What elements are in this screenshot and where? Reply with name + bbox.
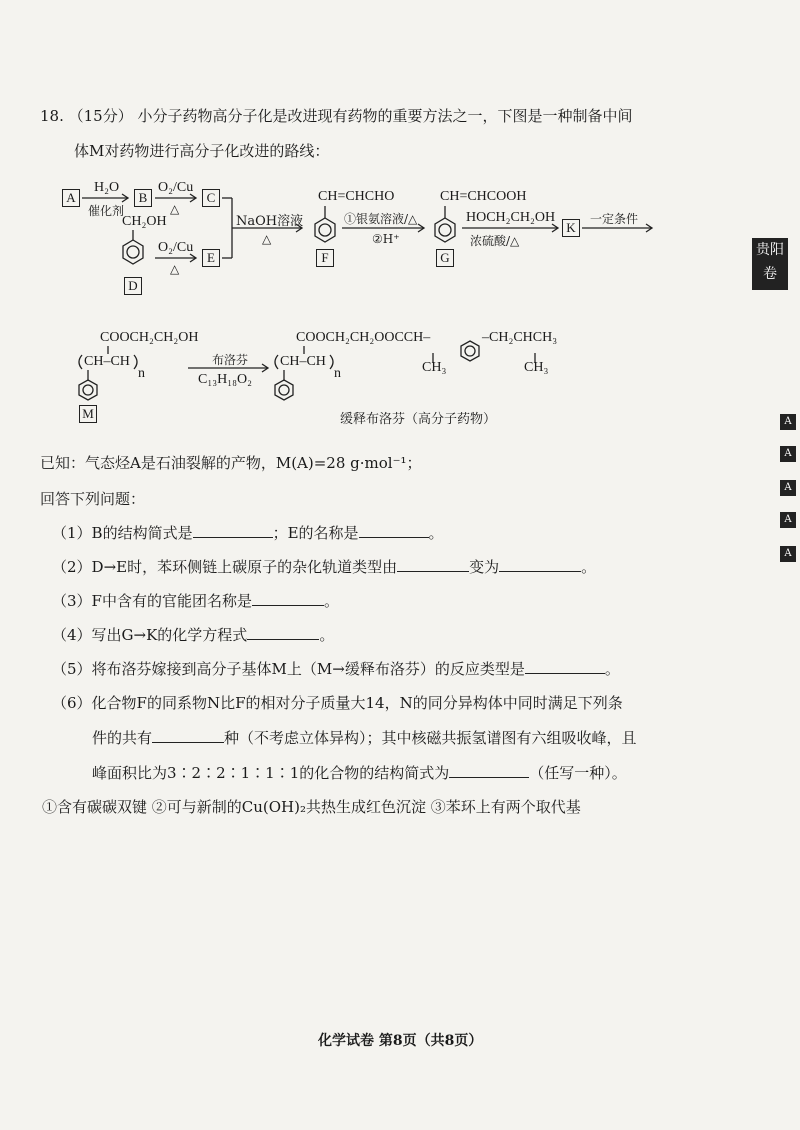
answer-blank[interactable] — [247, 625, 319, 640]
answer-prompt: 回答下列问题： — [40, 490, 146, 508]
edge-mark: A — [780, 480, 796, 496]
product-subscript-n: n — [334, 366, 341, 381]
subquestion-1: （1）B的结构简式是 ；E的名称是 。 — [52, 524, 444, 542]
k-condition: 一定条件 — [590, 212, 639, 226]
compound-m-box: M — [79, 405, 97, 423]
product-caption: 缓释布洛芬（高分子药物） — [340, 412, 497, 427]
compound-a-box: A — [62, 189, 80, 207]
question-intro-line2: 体M对药物进行高分子化改进的路线： — [74, 142, 330, 160]
product-side-chain: COOCH₂CH₂OOCCH– — [296, 330, 431, 345]
m-side-chain: COOCH₂CH₂OH — [100, 330, 199, 345]
answer-blank[interactable] — [499, 557, 581, 572]
answer-blank[interactable] — [525, 659, 605, 674]
answer-blank[interactable] — [359, 523, 429, 538]
de-reagent: O₂/Cu — [158, 240, 194, 255]
edge-mark: A — [780, 446, 796, 462]
compound-c-box: C — [202, 189, 220, 207]
subquestion-4: （4）写出G→K的化学方程式 。 — [52, 626, 335, 644]
product-methyl-b: CH₃ — [524, 360, 549, 375]
ab-condition: 催化剂 — [88, 204, 125, 218]
product-tail: –CH₂CHCH₃ — [482, 330, 558, 345]
m-subscript-n: n — [138, 366, 145, 381]
product-methyl-a: CH₃ — [422, 360, 447, 375]
fg-reagent-2: ②H⁺ — [372, 232, 400, 246]
m-reagent-ibuprofen: 布洛芬 — [212, 353, 249, 367]
question-number: 18. — [40, 107, 64, 125]
de-condition: △ — [170, 262, 180, 276]
compound-e-box: E — [202, 249, 220, 267]
page-footer: 化学试卷 第8页（共8页） — [318, 1033, 483, 1049]
compound-f-box: F — [316, 249, 334, 267]
product-backbone: CH–CH — [280, 354, 326, 369]
f-substituent: CH=CHCHO — [318, 189, 395, 204]
answer-blank[interactable] — [397, 557, 469, 572]
answer-blank[interactable] — [252, 591, 324, 606]
subquestion-6-line3: 峰面积比为3∶2∶2∶1∶1∶1的化合物的结构简式为 （任写一种）。 — [92, 764, 627, 782]
naoh-reagent: NaOH溶液 — [236, 214, 304, 229]
answer-blank[interactable] — [152, 728, 224, 743]
naoh-condition: △ — [262, 232, 272, 246]
subquestion-2: （2）D→E时，苯环侧链上碳原子的杂化轨道类型由 变为 。 — [52, 558, 597, 576]
subquestion-6-conditions: ①含有碳碳双键 ②可与新制的Cu(OH)₂共热生成红色沉淀 ③苯环上有两个取代基 — [42, 798, 581, 816]
g-substituent: CH=CHCOOH — [440, 189, 527, 204]
d-substituent: CH₂OH — [122, 214, 167, 229]
compound-g-box: G — [436, 249, 454, 267]
m-reagent-formula: C₁₃H₁₈O₂ — [198, 372, 252, 387]
subquestion-5: （5）将布洛芬嫁接到高分子基体M上（M→缓释布洛芬）的反应类型是 。 — [52, 660, 620, 678]
fg-reagent-1: ①银氨溶液/△ — [344, 212, 418, 226]
compound-b-box: B — [134, 189, 152, 207]
edge-mark: A — [780, 512, 796, 528]
question-score: （15分） — [68, 107, 133, 125]
question-intro-line1: 小分子药物高分子化是改进现有药物的重要方法之一，下图是一种制备中间 — [137, 107, 633, 125]
region-tab: 贵阳卷 — [752, 238, 788, 290]
subquestion-6-line1: （6）化合物F的同系物N比F的相对分子质量大14，N的同分异构体中同时满足下列条 — [52, 694, 623, 712]
answer-blank[interactable] — [193, 523, 273, 538]
answer-blank[interactable] — [449, 763, 529, 778]
bc-condition: △ — [170, 202, 180, 216]
subquestion-6-line2: 件的共有 种（不考虑立体异构）；其中核磁共振氢谱图有六组吸收峰，且 — [92, 729, 637, 747]
gk-condition: 浓硫酸/△ — [470, 234, 520, 248]
gk-reagent: HOCH₂CH₂OH — [466, 210, 556, 225]
m-backbone: CH–CH — [84, 354, 130, 369]
edge-mark: A — [780, 546, 796, 562]
edge-mark: A — [780, 414, 796, 430]
subquestion-3: （3）F中含有的官能团名称是 。 — [52, 592, 339, 610]
ab-reagent: H₂O — [94, 180, 120, 195]
compound-k-box: K — [562, 219, 580, 237]
known-condition: 已知：气态烃A是石油裂解的产物，M(A)=28 g·mol⁻¹； — [40, 454, 422, 472]
bc-reagent: O₂/Cu — [158, 180, 194, 195]
compound-d-box: D — [124, 277, 142, 295]
